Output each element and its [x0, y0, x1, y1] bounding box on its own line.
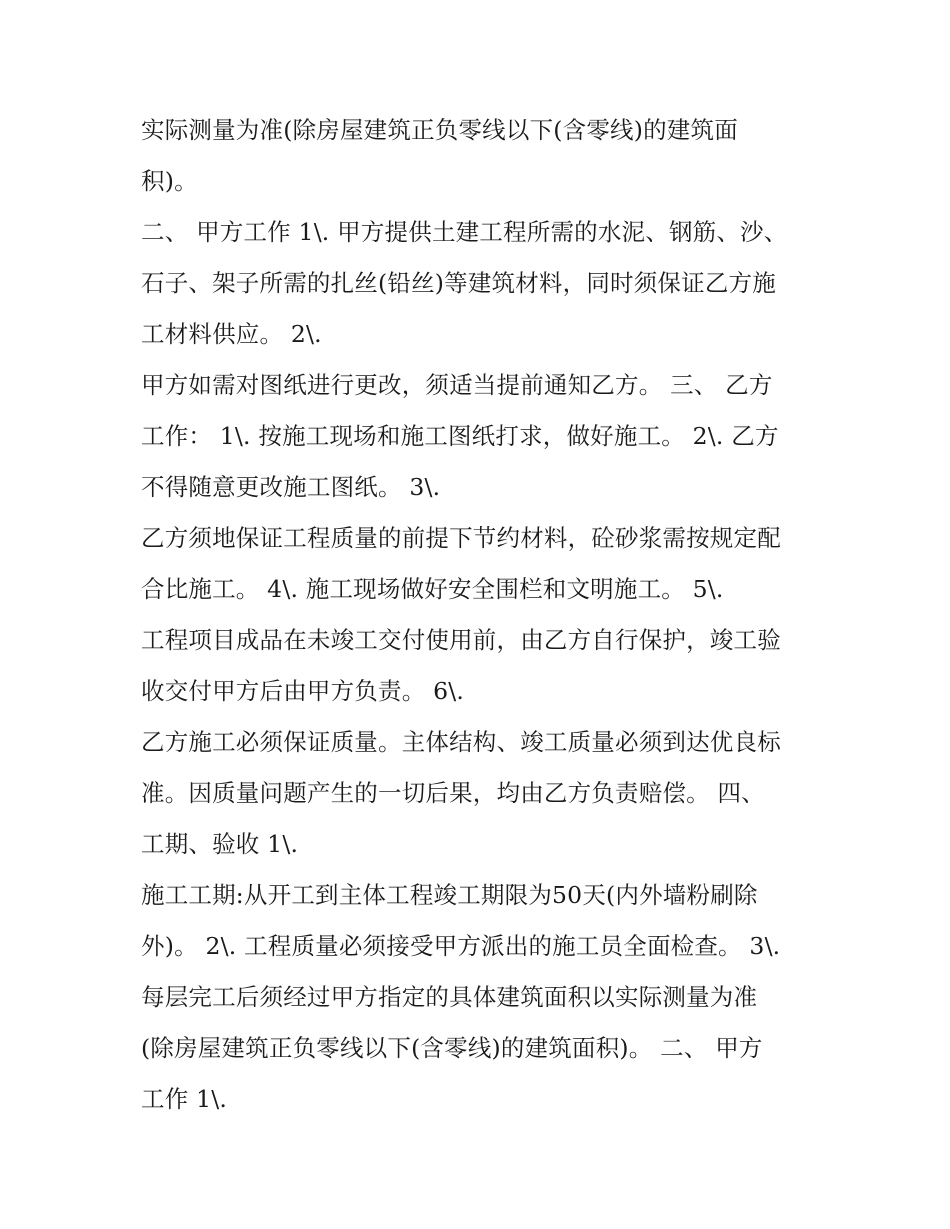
text-line: 工材料供应。 2\. — [141, 320, 322, 348]
text-line: 实际测量为准(除房屋建筑正负零线以下(含零线)的建筑面 — [141, 116, 738, 144]
document-body — [141, 105, 821, 1125]
text-line: 工程项目成品在未竣工交付使用前，由乙方自行保护，竣工验 — [141, 626, 781, 654]
text-line: 外)。 2\. 工程质量必须接受甲方派出的施工员全面检查。 3\. — [141, 932, 781, 960]
text-line: 工期、验收 1\. — [141, 830, 299, 858]
text-line: 施工工期:从开工到主体工程竣工期限为50天(内外墙粉刷除 — [141, 881, 758, 909]
text-line: 每层完工后须经过甲方指定的具体建筑面积以实际测量为准 — [141, 983, 758, 1011]
text-line: 工作： 1\. 按施工现场和施工图纸打求，做好施工。 2\. 乙方 — [141, 422, 779, 450]
text-line: 甲方如需对图纸进行更改，须适当提前通知乙方。 三、 乙方 — [141, 371, 773, 399]
text-line: 石子、架子所需的扎丝(铅丝)等建筑材料，同时须保证乙方施 — [141, 269, 776, 297]
text-line: 工作 1\. — [141, 1085, 228, 1113]
text-line: 积)。 — [141, 167, 198, 195]
text-line: 合比施工。 4\. 施工现场做好安全围栏和文明施工。 5\. — [141, 575, 724, 603]
text-line: 二、 甲方工作 1\. 甲方提供土建工程所需的水泥、钢筋、沙、 — [141, 218, 788, 246]
text-line: 乙方须地保证工程质量的前提下节约材料，砼砂浆需按规定配 — [141, 524, 781, 552]
text-line: 收交付甲方后由甲方负责。 6\. — [141, 677, 465, 705]
text-line: 不得随意更改施工图纸。 3\. — [141, 473, 441, 501]
text-line: 准。因质量问题产生的一切后果，均由乙方负责赔偿。 四、 — [141, 779, 765, 807]
text-line: 乙方施工必须保证质量。主体结构、竣工质量必须到达优良标 — [141, 728, 781, 756]
text-line: (除房屋建筑正负零线以下(含零线)的建筑面积)。 二、 甲方 — [141, 1034, 763, 1062]
